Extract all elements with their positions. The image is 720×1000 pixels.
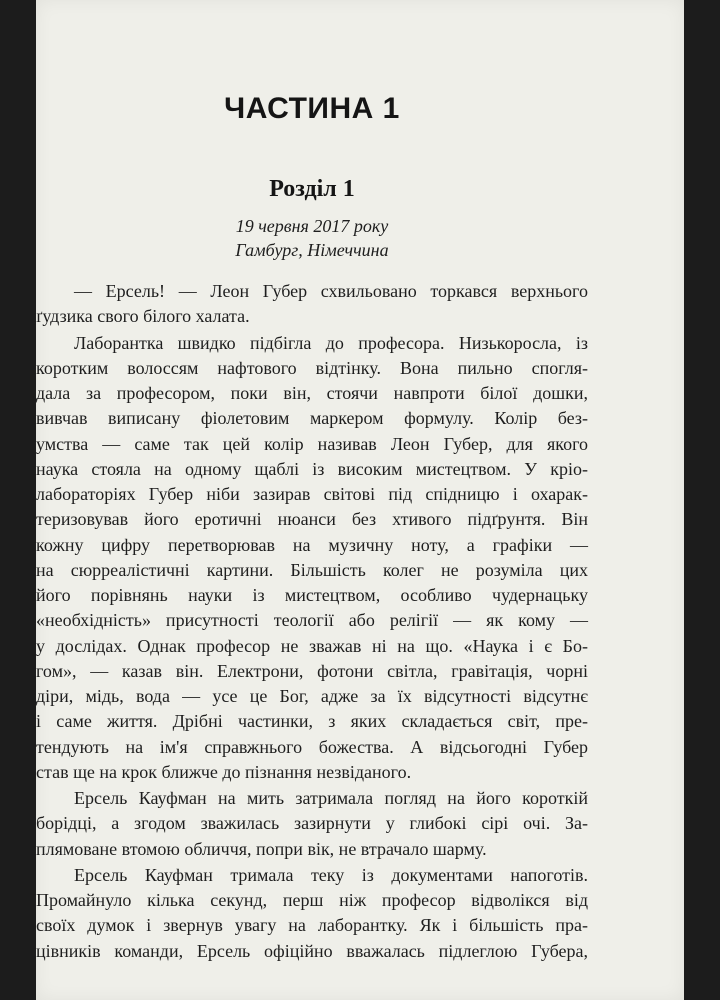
text-line: дала за професором, поки він, стоячи навпроти білої дошки,: [36, 383, 588, 403]
text-line: кожну цифру перетворював на музичну ноту, а графіки —: [36, 534, 588, 555]
text-line: гом», — казав він. Електрони, фотони світла, гравітація, чорні: [36, 660, 588, 681]
text-line: теризовував його еротичні нюанси без хтивого підґрунтя. Він: [36, 509, 588, 530]
body-text: [36, 279, 588, 965]
text-line: у дослідах. Однак професор не зважав ні на що. «Наука і є Бо-: [36, 635, 588, 656]
text-line: на сюрреалістичні картини. Більшість колег не розуміла цих: [36, 559, 588, 580]
text-line: став ще на крок ближче до пізнання незвіданого.: [36, 761, 412, 782]
text-line: коротким волоссям нафтового відтінку. Вона пильно спогля-: [36, 357, 588, 378]
text-line: — Ерсель! — Леон Губер схвильовано торкався верхнього: [74, 281, 588, 301]
text-line: Лаборантка швидко підбігла до професора. Низькоросла, із: [74, 332, 588, 353]
dateline: [36, 214, 588, 262]
text-line: умства — саме так цей колір називав Леон Губер, для якого: [36, 433, 588, 454]
text-line: Промайнуло кілька секунд, перш ніж професор відволікся від: [36, 890, 588, 910]
dateline-place: Гамбург, Німеччина: [235, 240, 389, 260]
text-line: тендують на ім'я справжнього божества. А відсьогодні Губер: [36, 736, 588, 757]
text-line: «необхідність» присутності теології або релігії — як кому —: [36, 610, 588, 631]
text-line: Ерсель Кауфман тримала теку із документами напоготів.: [74, 864, 588, 885]
text-line: борідці, а згодом зважилась зазирнути у глибокі сірі очі. За-: [36, 813, 588, 834]
chapter-title: Розділ 1: [269, 176, 355, 202]
paragraph: [36, 331, 588, 786]
text-line: лабораторіях Губер ніби зазирав світові під спідницю і охарак-: [36, 484, 588, 504]
paragraph: [36, 786, 588, 862]
dateline-date: 19 червня 2017 року: [235, 216, 389, 236]
paragraph: [36, 863, 588, 964]
text-line: Ерсель Кауфман на мить затримала погляд на його короткій: [74, 788, 588, 808]
text-line: своїх думок і звернув увагу на лаборантку. Як і більшість пра-: [36, 915, 588, 936]
text-line: ґудзика свого білого халата.: [36, 306, 250, 327]
text-line: наука стояла на одному щаблі із високим мистецтвом. У кріо-: [36, 458, 588, 479]
text-line: плямоване втомою обличчя, попри вік, не втрачало шарму.: [36, 838, 487, 859]
paragraph: [36, 279, 588, 330]
text-line: діри, мідь, вода — усе це Бог, адже за їх відсутності відсутнє: [36, 686, 588, 706]
text-line: і саме життя. Дрібні частинки, з яких складається світ, пре-: [36, 711, 588, 732]
text-line: вивчав виписану фіолетовим маркером формулу. Колір без-: [36, 408, 588, 429]
part-title: ЧАСТИНА 1: [224, 92, 400, 125]
text-line: цівників команди, Ерсель офіційно вважалась підлеглою Губера,: [36, 940, 588, 961]
book-page: [36, 0, 684, 1000]
text-line: його порівнянь науки із мистецтвом, особливо чудернацьку: [36, 585, 588, 605]
